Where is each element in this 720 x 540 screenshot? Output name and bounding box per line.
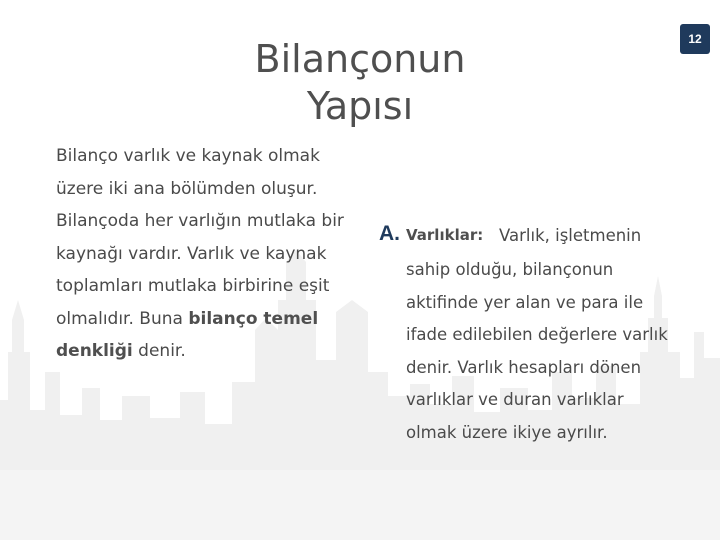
slide-title-line-1: Bilançonun [254,37,466,81]
item-description: sahip olduğu, bilançonun aktifinde yer alan ve para ile ifade edilebilen değerlere varlık denir. Varlık hesapları dönen varlıklar ve duran varlıklar olmak üzere ikiye ayrılır. [406,260,668,442]
item-first-line: Varlık, işletmenin [499,226,642,245]
paragraph-text-end: denir. [132,341,186,361]
item-marker: A. [379,222,400,245]
item-heading: Varlıklar: [406,226,484,244]
slide-title-line-2: Yapısı [306,84,414,128]
slide-title [200,36,520,130]
balance-sheet-paragraph [56,140,356,368]
paragraph-text: Bilanço varlık ve kaynak olmak üzere iki ana bölümden oluşur. Bilançoda her varlığın mutlaka bir kaynağı vardır. Varlık ve kaynak toplamları mutlaka birbirine eşit olmalıdır. Buna [56,146,344,329]
paragraph-bold-term: bilanço temel denkliği [56,308,319,361]
page-number-badge: 12 [680,24,710,54]
